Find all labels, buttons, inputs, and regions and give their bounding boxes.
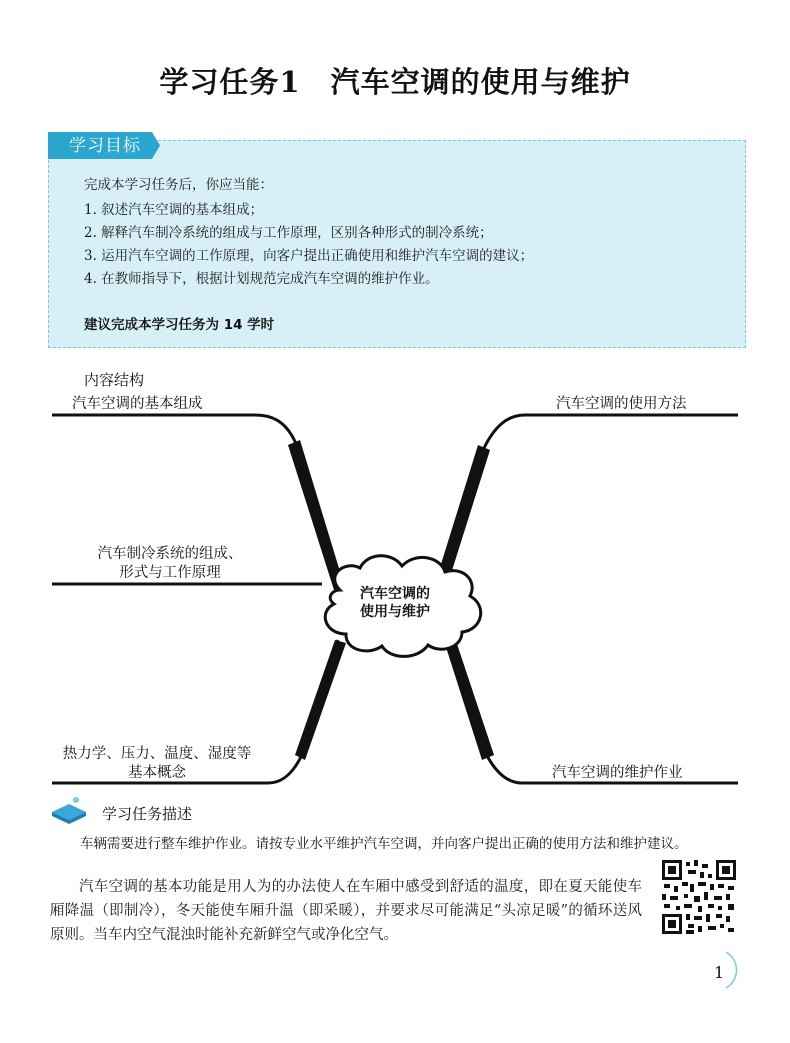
branch-label-mid-left	[80, 545, 260, 583]
branch-wedge	[288, 440, 345, 590]
objective-item: 4. 在教师指导下，根据计划规范完成汽车空调的维护作业。	[84, 271, 439, 287]
objectives-hours: 建议完成本学习任务为 14 学时	[84, 317, 275, 333]
structure-title: 内容结构	[84, 371, 145, 389]
task-heading: 学习任务描述	[102, 805, 193, 823]
branch-label-line: 热力学、压力、温度、湿度等	[62, 746, 252, 762]
center-line: 汽车空调的	[360, 586, 430, 602]
center-line: 使用与维护	[360, 604, 430, 620]
body-paragraph: 汽车空调的基本功能是用人为的办法使人在车厢中感受到舒适的温度，即在夏天能使车厢降温（即制冷），冬天能使车厢升温（即采暖），并要求尽可能满足“头凉足暖”的循环送风原则。当车内空气混浊时能补充新鲜空气或净化空气。	[50, 879, 642, 943]
branch-wedge	[444, 638, 494, 760]
objectives-tab-label: 学习目标	[69, 136, 141, 156]
page-title: 学习任务1 汽车空调的使用与维护	[159, 65, 631, 99]
branch-label-bottom-right: 汽车空调的维护作业	[552, 765, 683, 781]
branch-wedge	[295, 640, 346, 760]
branch-line-bottom-right	[448, 640, 738, 783]
objective-item: 2. 解释汽车制冷系统的组成与工作原理，区别各种形式的制冷系统；	[84, 225, 493, 241]
branch-label-line: 基本概念	[128, 765, 186, 781]
book-icon	[50, 794, 88, 826]
branch-label-top-left: 汽车空调的基本组成	[72, 396, 203, 412]
branch-label-line: 汽车制冷系统的组成、	[97, 546, 243, 562]
objective-item: 3. 运用汽车空调的工作原理，向客户提出正确使用和维护汽车空调的建议；	[84, 248, 534, 264]
branch-label-line: 形式与工作原理	[119, 565, 221, 581]
branch-label-bottom-left	[52, 745, 262, 783]
branch-line-top-right	[445, 415, 738, 575]
objectives-intro: 完成本学习任务后，你应当能：	[84, 177, 273, 193]
qr-code[interactable]	[660, 858, 738, 936]
page-number: 1	[714, 963, 725, 982]
page-number-arc	[722, 950, 742, 990]
task-description: 车辆需要进行整车维护作业。请按专业水平维护汽车空调，并向客户提出正确的使用方法和维护建议。	[80, 836, 688, 852]
branch-wedge	[437, 445, 490, 580]
branch-label-top-right: 汽车空调的使用方法	[556, 396, 687, 412]
mind-map-center	[330, 585, 460, 621]
objective-item: 1. 叙述汽车空调的基本组成；	[84, 202, 264, 218]
